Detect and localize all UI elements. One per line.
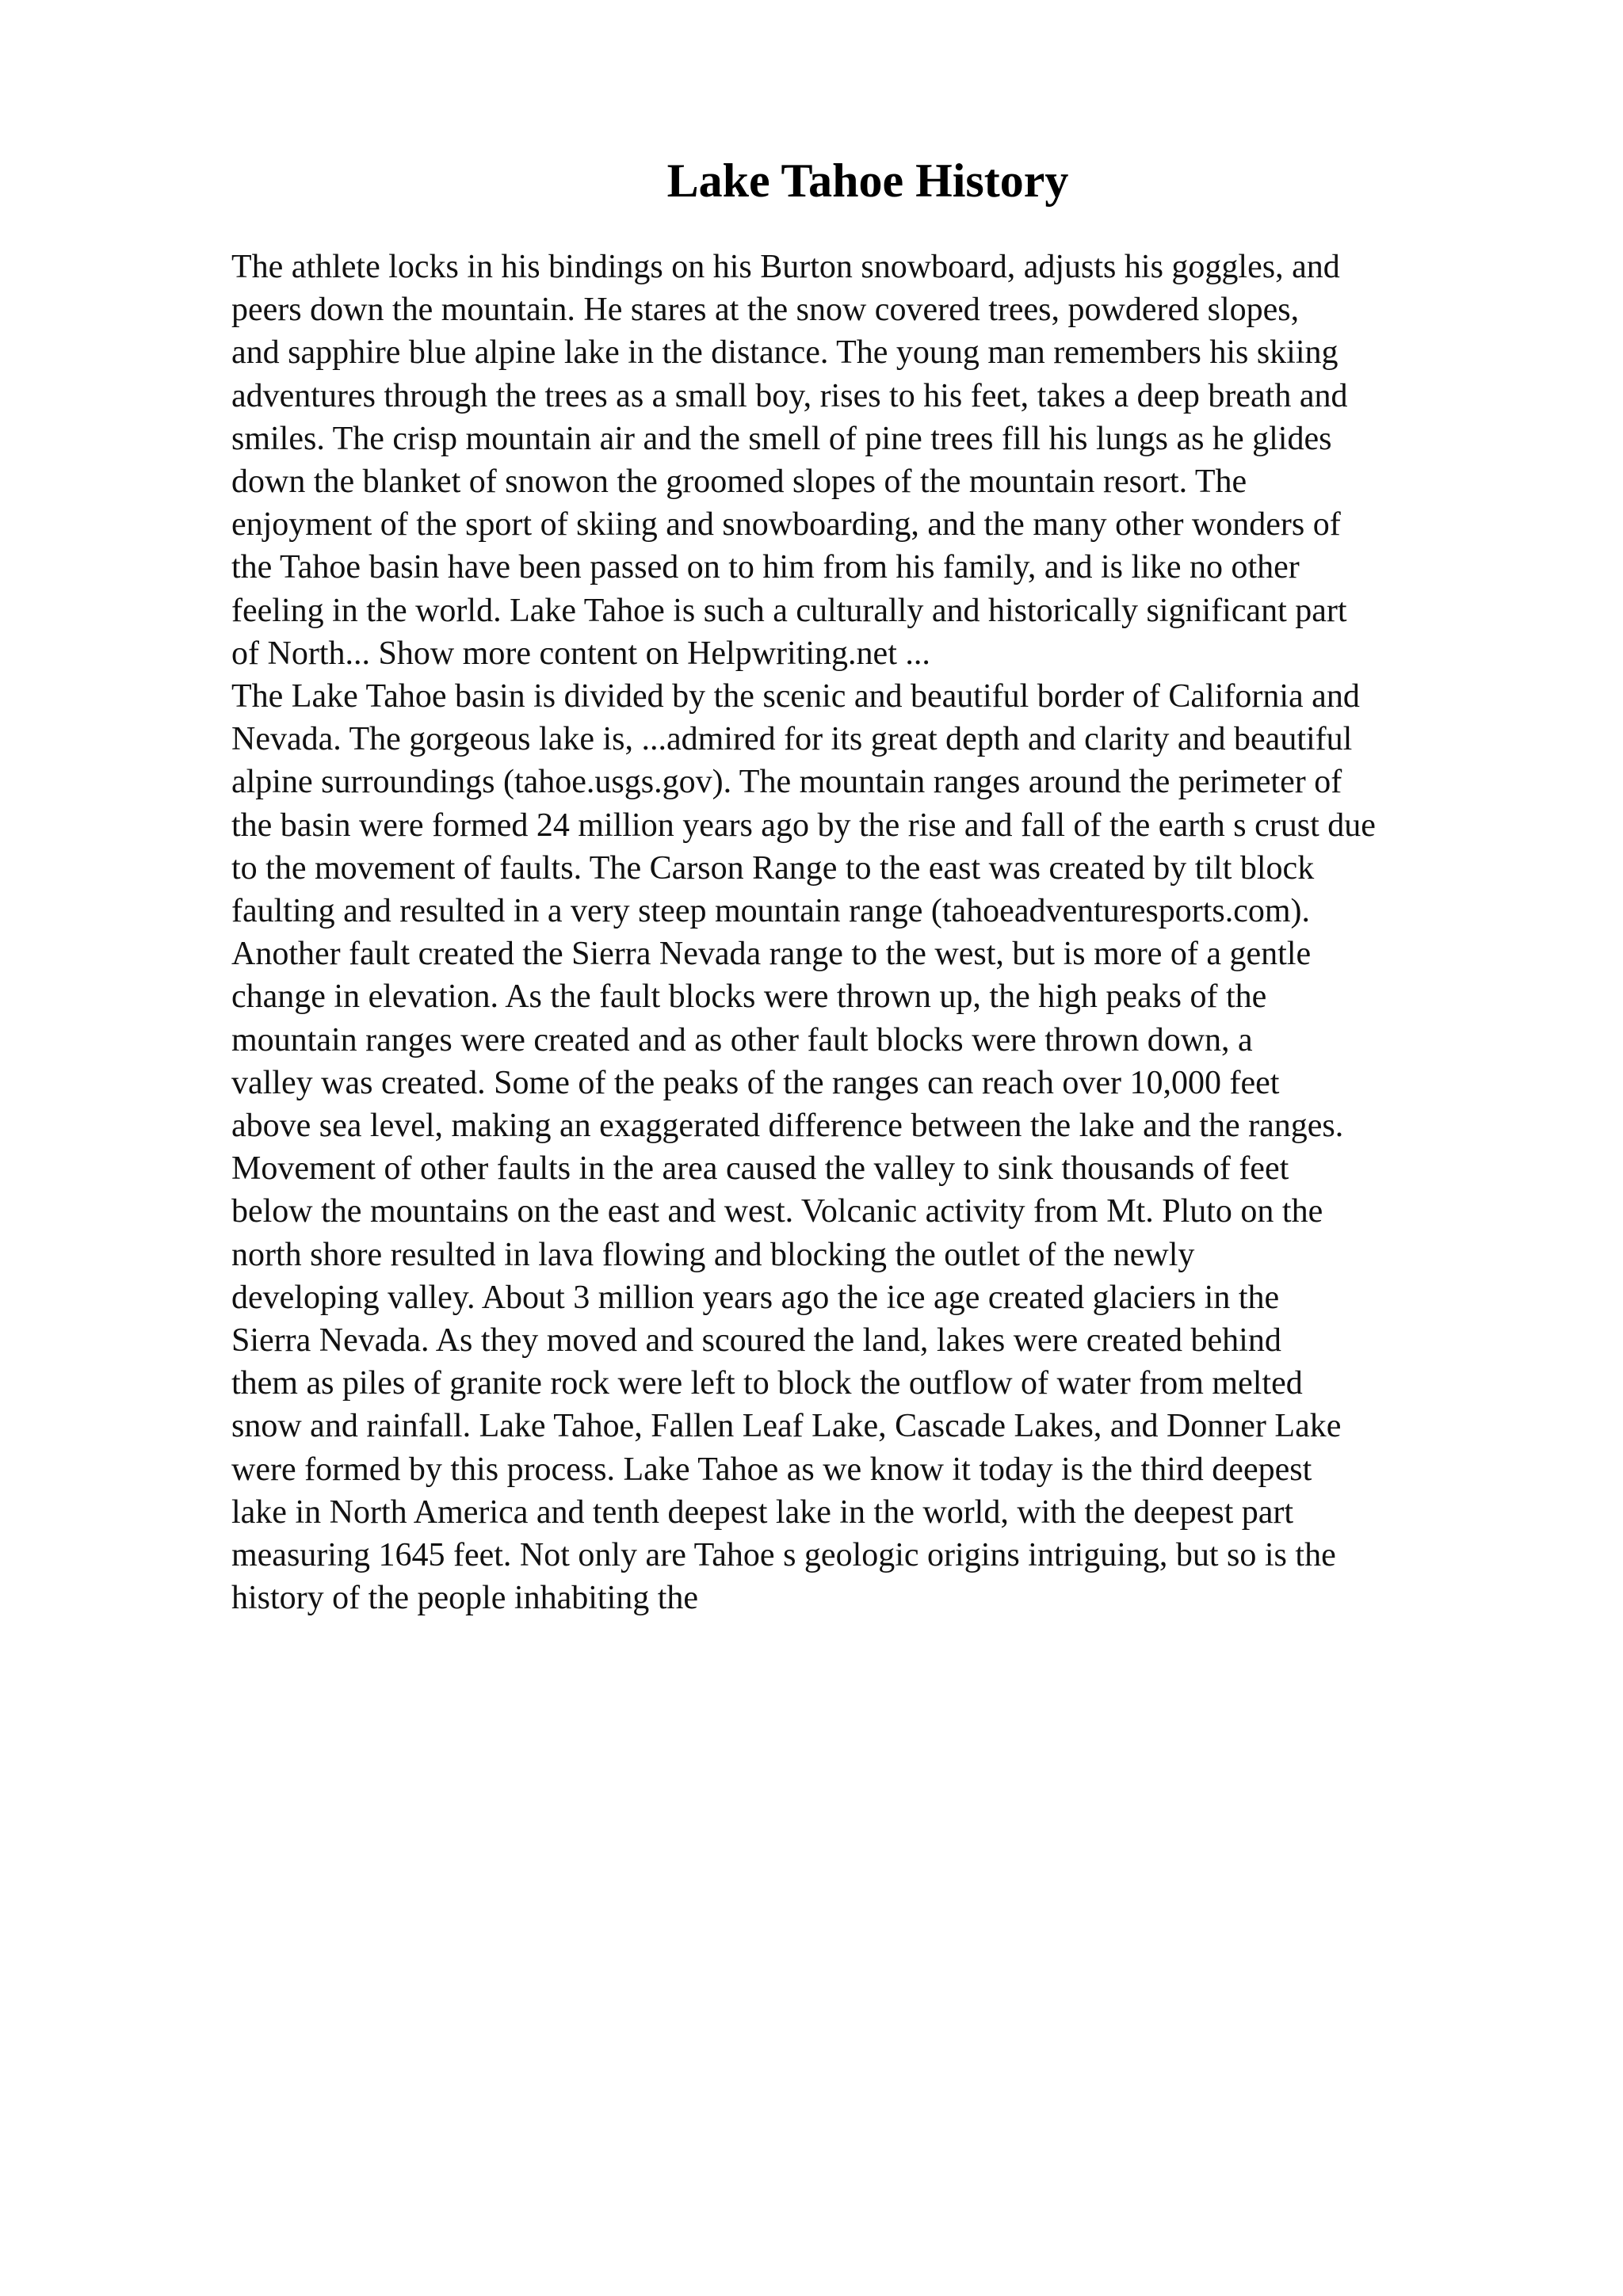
text-line: peers down the mountain. He stares at the snow covered trees, powdered slopes, xyxy=(231,292,1300,329)
text-line: down the blanket of snowon the groomed slopes of the mountain resort. The xyxy=(231,463,1247,501)
text-line: lake in North America and tenth deepest lake in the world, with the deepest part xyxy=(231,1493,1294,1531)
text-line: the basin were formed 24 million years ago by the rise and fall of the earth s crust due xyxy=(231,807,1376,844)
text-line: Another fault created the Sierra Nevada range to the west, but is more of a gentle xyxy=(231,936,1312,973)
text-line: Movement of other faults in the area caused the valley to sink thousands of feet xyxy=(231,1150,1289,1188)
text-line: The athlete locks in his bindings on his Burton snowboard, adjusts his goggles, and xyxy=(231,249,1340,285)
document-body xyxy=(231,246,1507,1620)
text-line: above sea level, making an exaggerated difference between the lake and the ranges. xyxy=(231,1108,1344,1145)
text-line: of North... Show more content on Helpwriting.net ... xyxy=(231,635,930,672)
text-line: faulting and resulted in a very steep mountain range (tahoeadventuresports.com). xyxy=(231,893,1311,930)
text-line: Nevada. The gorgeous lake is, ...admired for its great depth and clarity and beautiful xyxy=(231,721,1353,758)
text-line: Sierra Nevada. As they moved and scoured the land, lakes were created behind xyxy=(231,1322,1281,1360)
text-line: below the mountains on the east and west. Volcanic activity from Mt. Pluto on the xyxy=(231,1193,1323,1230)
text-line: enjoyment of the sport of skiing and snowboarding, and the many other wonders of xyxy=(231,506,1341,543)
text-line: change in elevation. As the fault blocks were thrown up, the high peaks of the xyxy=(231,978,1267,1016)
paragraph-geology xyxy=(231,675,1507,1619)
text-line: feeling in the world. Lake Tahoe is such a culturally and historically significant part xyxy=(231,592,1347,629)
text-line: snow and rainfall. Lake Tahoe, Fallen Leaf Lake, Cascade Lakes, and Donner Lake xyxy=(231,1408,1342,1445)
text-line: history of the people inhabiting the xyxy=(231,1580,699,1617)
text-line: adventures through the trees as a small boy, rises to his feet, takes a deep breath and xyxy=(231,377,1348,414)
text-line: north shore resulted in lava flowing and blocking the outlet of the newly xyxy=(231,1236,1195,1273)
text-line: developing valley. About 3 million years ago the ice age created glaciers in the xyxy=(231,1279,1280,1316)
text-line: The Lake Tahoe basin is divided by the scenic and beautiful border of California and xyxy=(231,678,1360,715)
text-line: and sapphire blue alpine lake in the distance. The young man remembers his skiing xyxy=(231,334,1338,372)
text-line: alpine surroundings (tahoe.usgs.gov). The mountain ranges around the perimeter of xyxy=(231,764,1342,801)
text-line: valley was created. Some of the peaks of the ranges can reach over 10,000 feet xyxy=(231,1064,1280,1101)
paragraph-intro xyxy=(231,246,1507,675)
text-line: them as piles of granite rock were left to block the outflow of water from melted xyxy=(231,1365,1303,1402)
text-line: to the movement of faults. The Carson Range to the east was created by tilt block xyxy=(231,849,1315,887)
text-line: measuring 1645 feet. Not only are Tahoe s geologic origins intriguing, but so is the xyxy=(231,1537,1336,1574)
document-title: Lake Tahoe History xyxy=(666,154,1069,207)
text-line: smiles. The crisp mountain air and the smell of pine trees fill his lungs as he glides xyxy=(231,420,1332,457)
text-line: were formed by this process. Lake Tahoe as we know it today is the third deepest xyxy=(231,1451,1312,1488)
text-line: the Tahoe basin have been passed on to him from his family, and is like no other xyxy=(231,549,1300,586)
text-line: mountain ranges were created and as other fault blocks were thrown down, a xyxy=(231,1021,1253,1058)
